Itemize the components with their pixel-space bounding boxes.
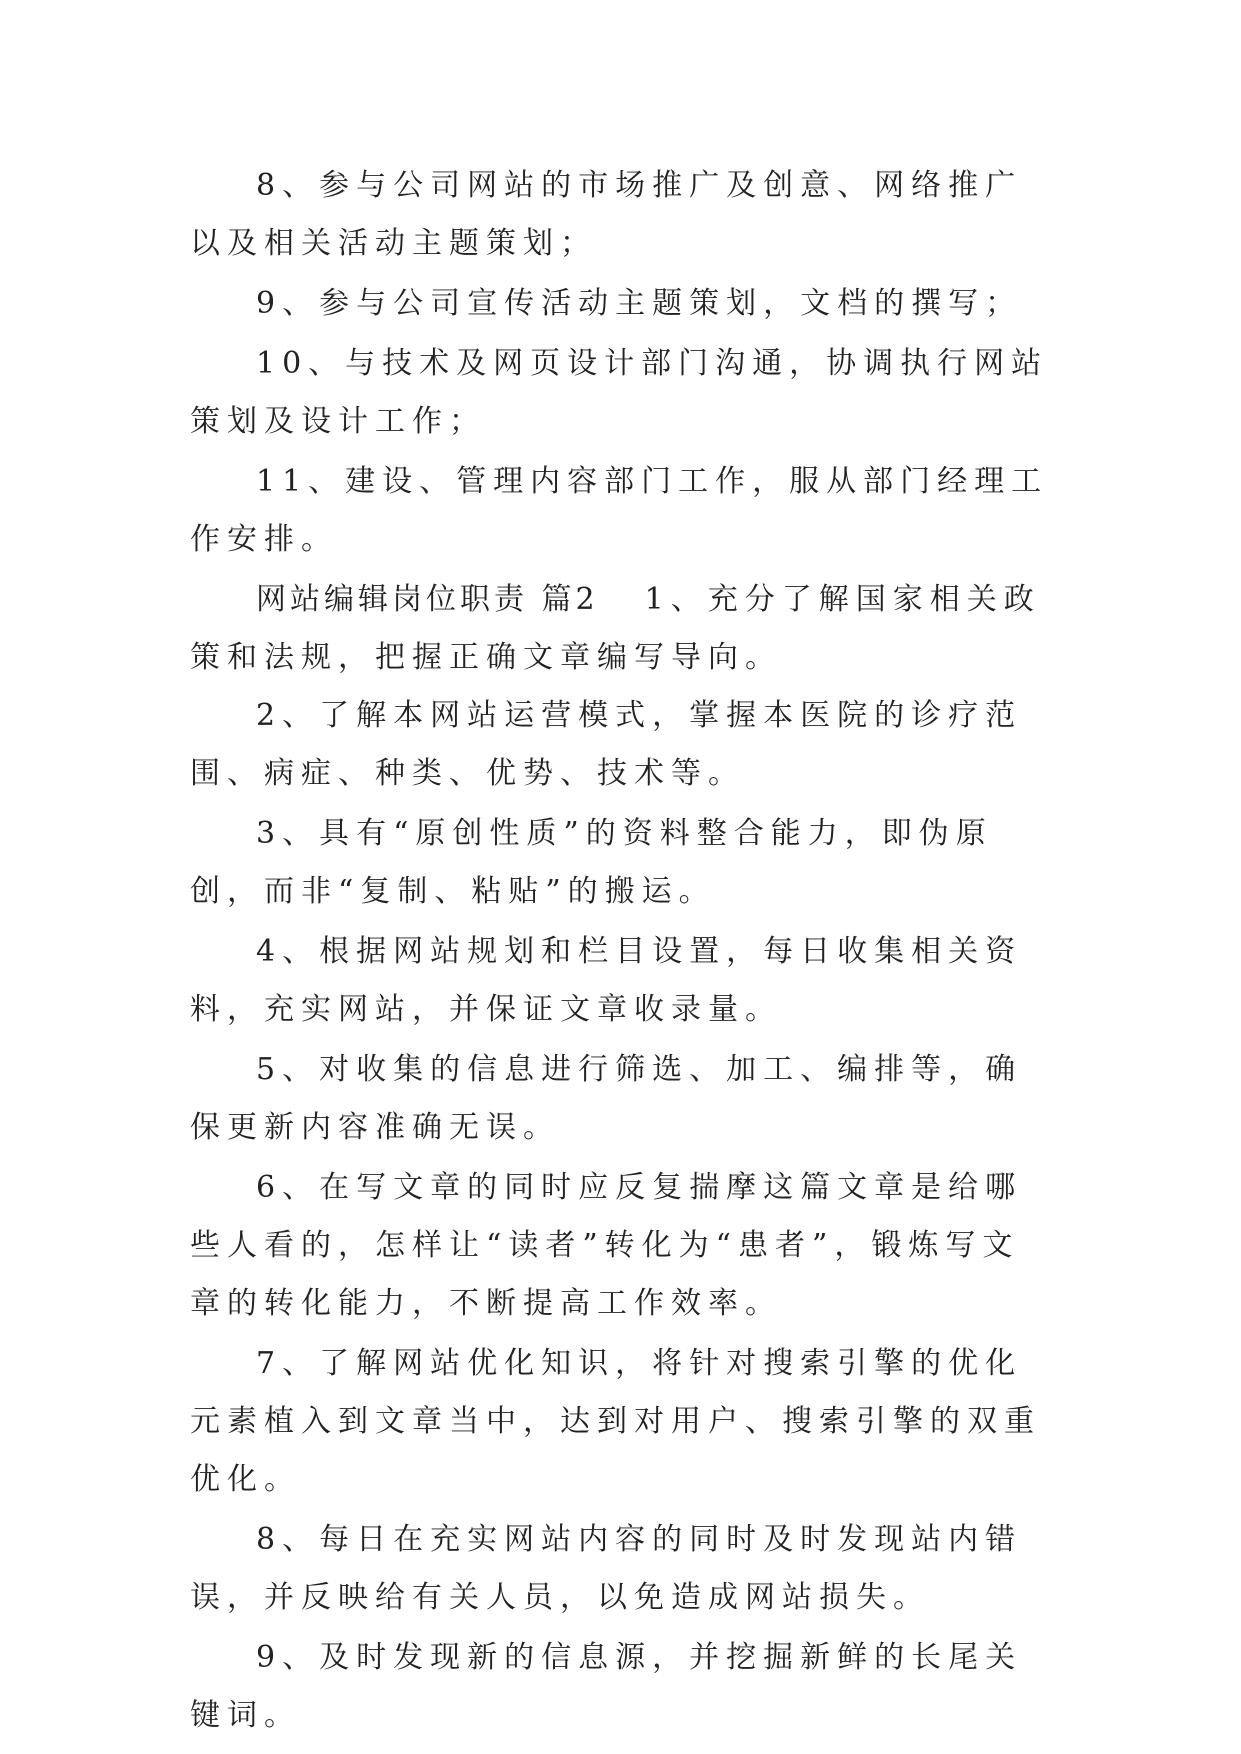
document-body (190, 157, 1050, 1747)
section-heading-paragraph (190, 571, 1050, 687)
paragraph: 2、了解本网站运营模式，掌握本医院的诊疗范围、病症、种类、优势、技术等。 (190, 698, 1023, 791)
paragraph: 11、建设、管理内容部门工作，服从部门经理工作安排。 (190, 464, 1049, 557)
paragraph: 4、根据网站规划和栏目设置，每日收集相关资料，充实网站，并保证文章收录量。 (190, 934, 1023, 1027)
paragraph: 10、与技术及网页设计部门沟通，协调执行网站策划及设计工作； (190, 346, 1049, 439)
paragraph: 6、在写文章的同时应反复揣摩这篇文章是给哪些人看的，怎样让“读者”转化为“患者”，锻炼写文章的转化能力，不断提高工作效率。 (190, 1170, 1023, 1321)
paragraph: 1、充分了解国家相关政策和法规，把握正确文章编写导向。 (190, 582, 1041, 675)
paragraph: 8、每日在充实网站内容的同时及时发现站内错误，并反映给有关人员，以免造成网站损失。 (190, 1522, 1023, 1615)
paragraph: 5、对收集的信息进行筛选、加工、编排等，确保更新内容准确无误。 (190, 1052, 1023, 1145)
paragraph: 9、及时发现新的信息源，并挖掘新鲜的长尾关键词。 (190, 1640, 1023, 1733)
paragraph: 9、参与公司宣传活动主题策划，文档的撰写； (256, 286, 1023, 321)
paragraph: 3、具有“原创性质”的资料整合能力，即伪原创，而非“复制、粘贴”的搬运。 (190, 816, 993, 909)
paragraph: 8、参与公司网站的市场推广及创意、网络推广以及相关活动主题策划； (190, 168, 1023, 261)
section-heading: 网站编辑岗位职责 篇2 (256, 582, 599, 617)
paragraph: 7、了解网站优化知识，将针对搜索引擎的优化元素植入到文章当中，达到对用户、搜索引擎的双重优化。 (190, 1346, 1041, 1497)
